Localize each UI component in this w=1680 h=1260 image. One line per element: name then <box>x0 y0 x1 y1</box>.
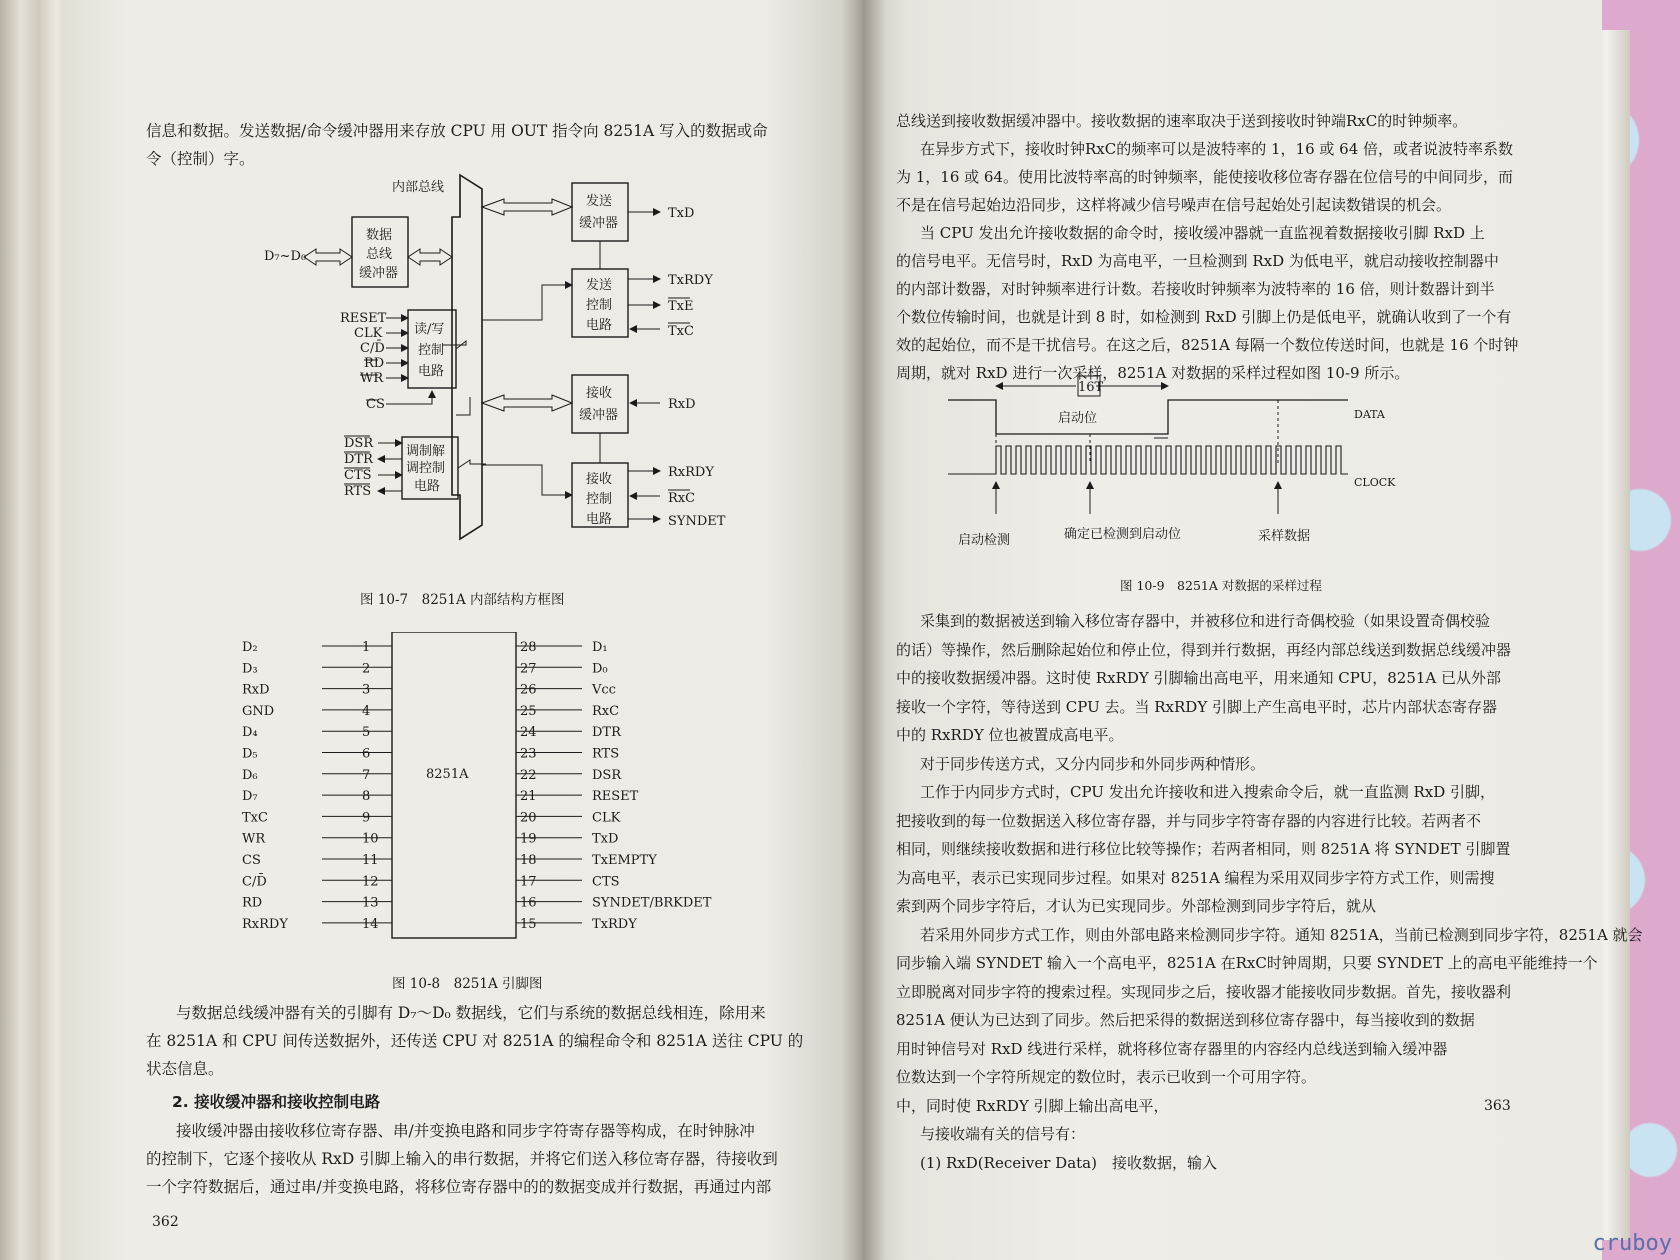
right-bottom-line: 工作于内同步方式时，CPU 发出允许接收和进入搜索命令后，就一直监测 RxD 引脚， <box>920 783 1496 801</box>
pin-name-left: TxC <box>242 810 268 826</box>
pin-number-left: 2 <box>362 661 371 677</box>
pin-name-right: DTR <box>592 725 621 741</box>
pin-number-left: 4 <box>362 703 371 719</box>
sig-rxrdy: RxRDY <box>668 465 714 480</box>
pin-number-left: 8 <box>362 789 371 805</box>
pin-number-left: 7 <box>362 767 371 783</box>
intro-line-2: 令（控制）字。 <box>146 150 255 168</box>
start-bit-label: 启动位 <box>1058 411 1098 426</box>
section-line-1: 接收缓冲器由接收移位寄存器、串/并变换电路和同步字符寄存器等构成，在时钟脉冲 <box>176 1122 755 1140</box>
right-bottom-line: 接收一个字符，等待送到 CPU 去。当 RxRDY 引脚上产生高电平时，芯片内部状态寄存器 <box>896 697 1497 716</box>
pin-name-left: D₅ <box>242 746 258 762</box>
pin-number-right: 26 <box>520 682 537 698</box>
page-number-right: 363 <box>1484 1098 1511 1114</box>
rxctl-line1: 接收 <box>586 472 613 487</box>
data-buffer-to-bus <box>408 249 452 265</box>
right-bottom-line: 位数达到一个字符所规定的数位时，表示已收到一个可用字符。 <box>896 1068 1317 1086</box>
pin-number-right: 18 <box>520 853 537 868</box>
pin-number-right: 28 <box>520 640 537 655</box>
right-top-line: 的内部计数器，对时钟频率进行计数。若接收时钟频率为波特率的 16 倍，则计数器计到半 <box>896 280 1495 298</box>
pin-number-right: 22 <box>520 767 537 783</box>
pin-number-left: 12 <box>362 874 379 890</box>
txctl-line2: 控制 <box>586 298 613 313</box>
pin-number-left: 5 <box>362 725 371 741</box>
confirm-start-label: 确定已检测到启动位 <box>1064 527 1182 542</box>
pin-name-right: CTS <box>592 874 620 890</box>
rw-line2: 控制 <box>418 343 445 358</box>
right-bottom-line: 8251A 便认为已达到了同步。然后把采得的数据送到移位寄存器中，每当接收到的数据 <box>896 1011 1475 1029</box>
sig-txc: TxC <box>668 324 694 339</box>
pin-number-right: 23 <box>520 746 537 762</box>
fig7-caption: 图 10-7 8251A 内部结构方框图 <box>360 592 565 608</box>
pin-number-left: 6 <box>362 746 371 762</box>
right-top-line: 效的起始位，而不是干扰信号。在这之后，8251A 每隔一个数位传送时间，也就是 16 个时钟 <box>896 336 1519 354</box>
right-bottom-line: 同步输入端 SYNDET 输入一个高电平，8251A 在RxC时钟周期，只要 SYNDET 上的高电平能维持一个 <box>896 954 1598 972</box>
right-top-line: 的信号电平。无信号时，RxD 为高电平，一旦检测到 RxD 为低电平，就启动接收控制器中 <box>896 252 1499 270</box>
rw-line3: 电路 <box>418 364 445 379</box>
data-buffer-line3: 缓冲器 <box>359 266 399 281</box>
pin-number-left: 1 <box>362 640 371 655</box>
page-number-left: 362 <box>152 1214 179 1230</box>
pin-name-right: DSR <box>592 767 622 783</box>
pin-number-left: 10 <box>362 831 379 847</box>
pin-name-right: RTS <box>592 746 620 762</box>
sig-dsr: DSR <box>344 436 374 451</box>
pin-number-right: 24 <box>520 725 537 741</box>
right-bottom-line: 若采用外同步方式工作，则由外部电路来检测同步字符。通知 8251A，当前已检测到同步字符，8251A 就会 <box>920 925 1643 944</box>
txbuf-line1: 发送 <box>586 194 613 209</box>
sig-cs: CS <box>366 397 385 412</box>
section-line-3: 一个字符数据后，通过串/并变换电路，将移位寄存器中的的数据变成并行数据，再通过内部 <box>146 1178 772 1196</box>
bus-label: 内部总线 <box>392 180 445 195</box>
pin-number-right: 15 <box>520 916 537 932</box>
rxbuf-line2: 缓冲器 <box>579 408 619 423</box>
right-bottom-line: 中的接收数据缓冲器。这时使 RxRDY 引脚输出高电平，用来通知 CPU，8251A 已从外部 <box>896 669 1502 687</box>
right-bottom-line: 把接收到的每一位数据送入移位寄存器，并与同步字符寄存器的内容进行比较。若两者不 <box>896 811 1482 830</box>
pin-number-left: 11 <box>362 853 379 868</box>
right-top-line: 总线送到接收数据缓冲器中。接收数据的速率取决于送到接收时钟端RxC的时钟频率。 <box>896 112 1468 130</box>
clock-label: CLOCK <box>1354 476 1396 489</box>
pin-name-right: CLK <box>592 810 621 826</box>
pin-name-left: D₃ <box>242 661 258 677</box>
sig-rts: RTS <box>344 484 372 499</box>
chip-label: 8251A <box>426 767 469 782</box>
pin-number-right: 21 <box>520 789 537 805</box>
right-bottom-line: 与接收端有关的信号有： <box>920 1125 1086 1143</box>
modem-line3: 电路 <box>414 479 441 494</box>
right-bottom-line: (1) RxD(Receiver Data) 接收数据，输入 <box>920 1153 1217 1172</box>
rxctl-line2: 控制 <box>586 492 613 507</box>
pin-name-left: D₇ <box>242 789 258 805</box>
pin-name-right: Vcc <box>592 682 616 698</box>
pin-name-right: RxC <box>592 703 620 719</box>
book-gutter <box>842 0 886 1260</box>
pin-number-right: 27 <box>520 661 537 677</box>
fig9-sampling-diagram <box>928 374 1508 574</box>
pin-name-left: GND <box>242 703 275 719</box>
pin-name-right: TxEMPTY <box>592 853 657 868</box>
right-bottom-line: 索到两个同步字符后，才认为已实现同步。外部检测到同步字符后，就从 <box>896 897 1377 915</box>
clock-waveform <box>948 446 1348 474</box>
intro-line-1: 信息和数据。发送数据/命令缓冲器用来存放 CPU 用 OUT 指令向 8251A 写入的数据或命 <box>146 122 768 140</box>
pin-name-left: D₆ <box>242 767 258 783</box>
pin-name-right: SYNDET/BRKDET <box>592 895 712 911</box>
data-bus-arrow <box>304 249 352 265</box>
right-bottom-line: 中，同时使 RxRDY 引脚上输出高电平， <box>896 1096 1169 1115</box>
right-bottom-line: 相同，则继续接收数据和进行移位比较等操作；若两者相同，则 8251A 将 SYNDET 引脚置 <box>896 840 1511 858</box>
watermark: cruboy <box>1592 1231 1672 1256</box>
pin-name-right: TxD <box>592 831 619 847</box>
fig8-pin-diagram <box>242 632 762 952</box>
right-top-line: 周期，就对 RxD 进行一次采样，8251A 对数据的采样过程如图 10-9 所示。 <box>896 364 1410 382</box>
para-line-2: 在 8251A 和 CPU 间传送数据外，还传送 CPU 对 8251A 的编程命令和 8251A 送往 CPU 的 <box>146 1032 804 1050</box>
pin-number-left: 3 <box>362 682 371 698</box>
left-page <box>62 0 862 1260</box>
txctl-line1: 发送 <box>586 278 613 293</box>
chip-body <box>392 632 516 938</box>
pin-number-right: 16 <box>520 895 537 911</box>
pin-number-right: 19 <box>520 831 537 847</box>
pin-name-left: RxRDY <box>242 916 288 932</box>
sig-cts: CTS <box>344 468 372 483</box>
pin-name-left: RxD <box>242 682 270 698</box>
right-bottom-line: 为高电平，表示已实现同步过程。如果对 8251A 编程为采用双同步字符方式工作，则需搜 <box>896 868 1495 887</box>
sig-rd: RD <box>364 356 385 371</box>
para-line-3: 状态信息。 <box>146 1060 224 1078</box>
rxbuf-line1: 接收 <box>586 386 613 401</box>
rx-buffer-block <box>572 375 628 433</box>
pin-name-left: CS <box>242 853 261 868</box>
section-heading: 2. 接收缓冲器和接收控制电路 <box>172 1093 381 1111</box>
pin-name-right: D₀ <box>592 661 608 677</box>
pin-name-right: TxRDY <box>592 916 637 932</box>
pin-name-left: C/D̄ <box>242 874 267 890</box>
pin-number-right: 25 <box>520 703 537 719</box>
data-waveform <box>948 400 1348 434</box>
book-left-edge <box>0 0 70 1260</box>
right-bottom-line: 采集到的数据被送到输入移位寄存器中，并被移位和进行奇偶校验（如果设置奇偶校验 <box>920 612 1491 630</box>
pin-name-right: RESET <box>592 789 639 805</box>
data-bus-label: D₇~D₀ <box>264 249 307 264</box>
detect-start-label: 启动检测 <box>958 533 1011 548</box>
sig-txe: TxE <box>668 299 694 314</box>
rw-line1: 读/写 <box>414 322 445 337</box>
sample-data-label: 采样数据 <box>1258 529 1311 544</box>
fig8-caption: 图 10-8 8251A 引脚图 <box>392 976 543 992</box>
pin-number-left: 9 <box>362 810 371 826</box>
sig-clk: CLK <box>354 326 383 341</box>
sig-dtr: DTR <box>344 452 373 467</box>
rxctl-line3: 电路 <box>586 512 613 527</box>
txbuf-line2: 缓冲器 <box>579 216 619 231</box>
txctl-line3: 电路 <box>586 318 613 333</box>
fig9-caption: 图 10-9 8251A 对数据的采样过程 <box>1120 578 1322 593</box>
right-bottom-line: 中的 RxRDY 位也被置成高电平。 <box>896 726 1124 744</box>
right-top-line: 个数位传输时间，也就是计到 8 时，如检测到 RxD 引脚上仍是低电平，就确认收到了一个有 <box>896 308 1512 326</box>
modem-line2: 调控制 <box>406 461 446 476</box>
section-line-2: 的控制下，它逐个接收从 RxD 引脚上输入的串行数据，并将它们送入移位寄存器，待接收到 <box>146 1150 778 1168</box>
sig-rxc: RxC <box>668 491 696 506</box>
right-top-line: 当 CPU 发出允许接收数据的命令时，接收缓冲器就一直监视着数据接收引脚 RxD 上 <box>920 224 1485 242</box>
pin-number-left: 14 <box>362 916 379 932</box>
modem-line1: 调制解 <box>406 444 446 459</box>
right-bottom-line: 立即脱离对同步字符的搜索过程。实现同步之后，接收器才能接收同步数据。首先，接收器利 <box>896 982 1512 1001</box>
right-bottom-line: 的话）等操作，然后删除起始位和停止位，得到并行数据，再经内部总线送到数据总线缓冲器 <box>896 640 1512 659</box>
sig-wr: WR <box>360 371 384 386</box>
sig-cd: C/D̄ <box>360 341 385 356</box>
pin-name-left: WR <box>242 831 266 847</box>
data-buffer-line2: 总线 <box>366 247 393 262</box>
pin-number-right: 20 <box>520 810 537 826</box>
period-label: 16T <box>1078 380 1104 395</box>
fig7-block-diagram <box>242 165 802 565</box>
right-top-line: 为 1，16 或 64。使用比波特率高的时钟频率，能使接收移位寄存器在位信号的中间同步，而 <box>896 168 1514 186</box>
pin-number-left: 13 <box>362 895 379 911</box>
sig-txd: TxD <box>668 206 695 221</box>
pin-name-right: D₁ <box>592 640 608 655</box>
sig-txrdy: TxRDY <box>668 273 713 288</box>
right-bottom-line: 对于同步传送方式，又分内同步和外同步两种情形。 <box>920 754 1266 773</box>
sig-rxd: RxD <box>668 397 696 412</box>
para-line-1: 与数据总线缓冲器有关的引脚有 D₇～D₀ 数据线，它们与系统的数据总线相连，除用来 <box>176 1004 766 1022</box>
data-label: DATA <box>1354 408 1385 421</box>
pin-name-left: RD <box>242 895 263 911</box>
pin-name-left: D₂ <box>242 640 258 655</box>
right-top-line: 在异步方式下，接收时钟RxC的频率可以是波特率的 1，16 或 64 倍，或者说波特率系数 <box>920 140 1514 158</box>
sig-syndet: SYNDET <box>668 514 726 529</box>
right-bottom-line: 用时钟信号对 RxD 线进行采样，就将移位寄存器里的内容经内总线送到输入缓冲器 <box>896 1039 1448 1058</box>
right-top-line: 不是在信号起始边沿同步，这样将减少信号噪声在信号起始处引起读数错误的机会。 <box>896 196 1452 214</box>
sig-reset: RESET <box>340 311 387 326</box>
pin-number-right: 17 <box>520 874 537 890</box>
pin-name-left: D₄ <box>242 725 258 741</box>
data-buffer-line1: 数据 <box>366 228 393 243</box>
tx-buffer-block <box>572 183 628 241</box>
